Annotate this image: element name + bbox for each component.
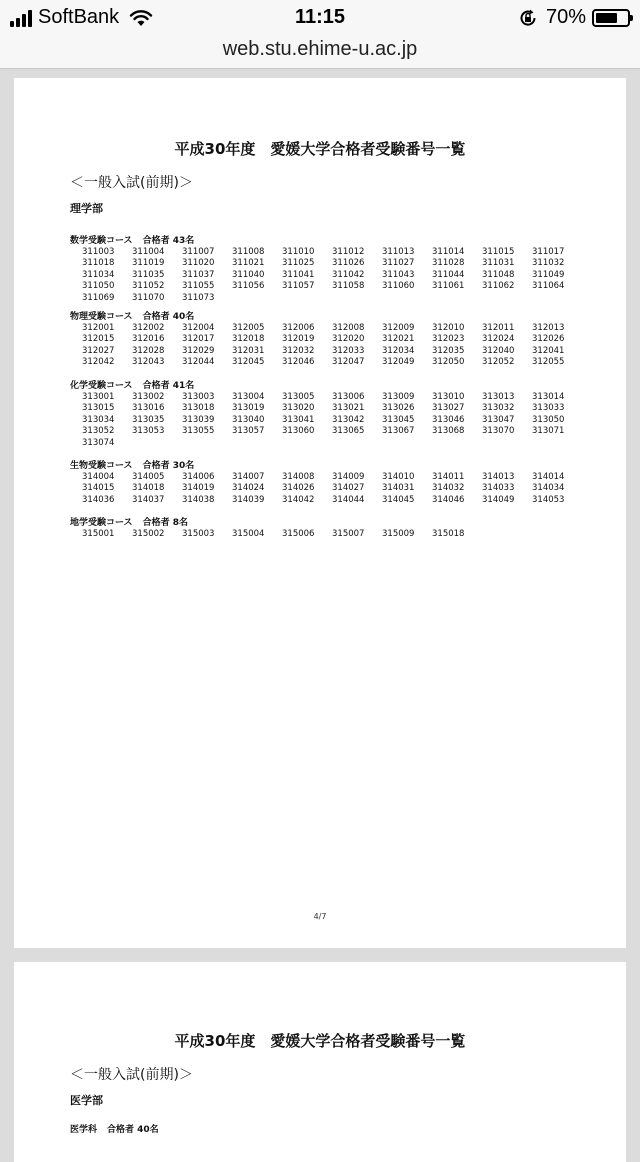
exam-number: 312031 <box>232 345 265 356</box>
exam-number: 313020 <box>282 403 315 414</box>
exam-number: 313027 <box>432 403 465 414</box>
exam-number: 312013 <box>532 323 565 333</box>
exam-number: 313014 <box>532 392 565 402</box>
exam-number: 311021 <box>232 258 265 269</box>
exam-number: 313035 <box>132 414 165 425</box>
course-header <box>70 380 582 392</box>
number-grid <box>82 247 582 304</box>
exam-number: 312035 <box>432 345 465 356</box>
document-title: 平成30年度 愛媛大学合格者受験番号一覧 <box>174 1032 466 1050</box>
course-count: 合格者 43名 <box>142 236 195 246</box>
exam-number: 311044 <box>432 269 465 280</box>
exam-number: 313057 <box>232 426 265 437</box>
exam-number: 312009 <box>382 323 415 333</box>
exam-number: 314007 <box>232 472 265 482</box>
exam-number: 313040 <box>232 414 265 425</box>
exam-number: 312042 <box>82 357 115 368</box>
course-name: 生物受験コース <box>70 461 133 471</box>
exam-number: 311043 <box>382 269 415 280</box>
exam-number: 313055 <box>182 426 215 437</box>
exam-number: 311018 <box>82 258 115 269</box>
exam-number: 314038 <box>182 494 215 505</box>
exam-number: 312005 <box>232 323 265 333</box>
exam-number: 315003 <box>182 529 215 539</box>
exam-number: 311040 <box>232 269 265 280</box>
exam-number: 312055 <box>532 357 565 368</box>
exam-number: 311028 <box>432 258 465 269</box>
course-header <box>70 460 582 472</box>
status-bar <box>0 0 640 36</box>
exam-number: 311056 <box>232 281 265 292</box>
exam-number: 313067 <box>382 426 415 437</box>
exam-number: 312045 <box>232 357 265 368</box>
exam-number: 313006 <box>332 392 365 402</box>
exam-number: 314005 <box>132 472 165 482</box>
exam-number: 314019 <box>182 483 215 494</box>
course-count: 合格者 41名 <box>142 381 195 391</box>
course-section-medicine <box>70 1124 159 1136</box>
exam-number: 311017 <box>532 247 565 257</box>
exam-number: 314010 <box>382 472 415 482</box>
exam-type-heading: ＜一般入試(前期)＞ <box>70 175 193 191</box>
exam-number: 315001 <box>82 529 115 539</box>
course-header <box>70 311 582 323</box>
exam-number: 311055 <box>182 281 215 292</box>
course-section-math <box>70 235 582 304</box>
exam-number: 312001 <box>82 323 115 333</box>
exam-number: 314045 <box>382 494 415 505</box>
exam-number: 315006 <box>282 529 315 539</box>
exam-number: 313001 <box>82 392 115 402</box>
exam-number: 311004 <box>132 247 165 257</box>
exam-number: 313013 <box>482 392 515 402</box>
exam-number: 311037 <box>182 269 215 280</box>
exam-number: 311026 <box>332 258 365 269</box>
exam-number: 312043 <box>132 357 165 368</box>
battery-percent: 70% <box>545 6 586 28</box>
course-name: 物理受験コース <box>70 312 133 322</box>
pdf-page-4 <box>14 78 626 948</box>
exam-number: 315018 <box>432 529 465 539</box>
exam-number: 312044 <box>182 357 215 368</box>
exam-number: 314053 <box>532 494 565 505</box>
page-number: 4/7 <box>313 912 327 921</box>
exam-number: 311034 <box>82 269 115 280</box>
exam-number: 314009 <box>332 472 365 482</box>
exam-number: 313003 <box>182 392 215 402</box>
exam-number: 314018 <box>132 483 165 494</box>
exam-number: 313033 <box>532 403 565 414</box>
exam-number: 313070 <box>482 426 515 437</box>
exam-number: 313002 <box>132 392 165 402</box>
exam-number: 314033 <box>482 483 515 494</box>
pdf-page-5 <box>14 962 626 1162</box>
exam-number: 312029 <box>182 345 215 356</box>
exam-number: 314026 <box>282 483 315 494</box>
exam-number: 314024 <box>232 483 265 494</box>
exam-number: 311015 <box>482 247 515 257</box>
exam-number: 312024 <box>482 334 515 345</box>
number-grid <box>82 323 582 369</box>
exam-number: 311052 <box>132 281 165 292</box>
exam-number: 314036 <box>82 494 115 505</box>
exam-number: 314031 <box>382 483 415 494</box>
exam-number: 312046 <box>282 357 315 368</box>
exam-number: 315002 <box>132 529 165 539</box>
exam-number: 312010 <box>432 323 465 333</box>
status-right <box>518 6 630 29</box>
exam-number: 312018 <box>232 334 265 345</box>
exam-number: 311003 <box>82 247 115 257</box>
exam-number: 315009 <box>382 529 415 539</box>
exam-number: 314032 <box>432 483 465 494</box>
document-title: 平成30年度 愛媛大学合格者受験番号一覧 <box>174 140 466 158</box>
exam-number: 312021 <box>382 334 415 345</box>
exam-number: 311027 <box>382 258 415 269</box>
course-count: 合格者 8名 <box>142 518 188 528</box>
number-grid <box>82 529 582 540</box>
exam-number: 311069 <box>82 292 115 303</box>
exam-number: 313039 <box>182 414 215 425</box>
exam-number: 311025 <box>282 258 315 269</box>
exam-number: 312015 <box>82 334 115 345</box>
course-name: 地学受験コース <box>70 518 133 528</box>
exam-number: 313053 <box>132 426 165 437</box>
exam-number: 312028 <box>132 345 165 356</box>
exam-number: 312041 <box>532 345 565 356</box>
exam-number: 314046 <box>432 494 465 505</box>
exam-number: 311049 <box>532 269 565 280</box>
exam-number: 313045 <box>382 414 415 425</box>
rotation-lock-icon <box>518 8 538 28</box>
exam-number: 313041 <box>282 414 315 425</box>
exam-number: 312006 <box>282 323 315 333</box>
course-section-earth-science <box>70 517 582 540</box>
course-header <box>70 1124 159 1136</box>
exam-number: 313004 <box>232 392 265 402</box>
exam-number: 314039 <box>232 494 265 505</box>
exam-number: 314014 <box>532 472 565 482</box>
exam-number: 311031 <box>482 258 515 269</box>
url-text[interactable]: web.stu.ehime-u.ac.jp <box>222 38 418 60</box>
exam-number: 311008 <box>232 247 265 257</box>
exam-number: 315004 <box>232 529 265 539</box>
exam-number: 314006 <box>182 472 215 482</box>
exam-number: 311010 <box>282 247 315 257</box>
exam-number: 311062 <box>482 281 515 292</box>
course-name: 医学科 <box>70 1125 98 1135</box>
exam-number: 313074 <box>82 437 115 448</box>
exam-number: 314044 <box>332 494 365 505</box>
exam-number: 311012 <box>332 247 365 257</box>
course-name: 数学受験コース <box>70 236 133 246</box>
exam-number: 313052 <box>82 426 115 437</box>
exam-number: 312027 <box>82 345 115 356</box>
battery-icon <box>592 9 630 27</box>
exam-number: 312047 <box>332 357 365 368</box>
exam-number: 313065 <box>332 426 365 437</box>
exam-number: 312017 <box>182 334 215 345</box>
exam-number: 312002 <box>132 323 165 333</box>
course-count: 合格者 40名 <box>107 1125 159 1135</box>
exam-number: 314034 <box>532 483 565 494</box>
exam-number: 313050 <box>532 414 565 425</box>
exam-number: 312033 <box>332 345 365 356</box>
exam-number: 311035 <box>132 269 165 280</box>
exam-number: 311060 <box>382 281 415 292</box>
exam-number: 314027 <box>332 483 365 494</box>
exam-number: 311057 <box>282 281 315 292</box>
exam-number: 313010 <box>432 392 465 402</box>
exam-number: 313068 <box>432 426 465 437</box>
status-time: 11:15 <box>294 6 346 28</box>
exam-number: 312040 <box>482 345 515 356</box>
exam-number: 312019 <box>282 334 315 345</box>
exam-number: 313032 <box>482 403 515 414</box>
exam-number: 311073 <box>182 292 215 303</box>
exam-number: 312016 <box>132 334 165 345</box>
faculty-heading: 医学部 <box>70 1094 103 1107</box>
course-name: 化学受験コース <box>70 381 133 391</box>
carrier-name: SoftBank <box>38 6 120 28</box>
exam-number: 313042 <box>332 414 365 425</box>
exam-number: 313009 <box>382 392 415 402</box>
exam-number: 312032 <box>282 345 315 356</box>
exam-number: 313047 <box>482 414 515 425</box>
course-count: 合格者 40名 <box>142 312 195 322</box>
number-grid <box>82 472 582 506</box>
exam-number: 311032 <box>532 258 565 269</box>
exam-number: 311070 <box>132 292 165 303</box>
exam-number: 313021 <box>332 403 365 414</box>
exam-number: 311064 <box>532 281 565 292</box>
exam-number: 314037 <box>132 494 165 505</box>
exam-number: 312034 <box>382 345 415 356</box>
exam-number: 314049 <box>482 494 515 505</box>
exam-number: 311007 <box>182 247 215 257</box>
course-count: 合格者 30名 <box>142 461 195 471</box>
exam-number: 314013 <box>482 472 515 482</box>
exam-number: 312023 <box>432 334 465 345</box>
course-section-biology <box>70 460 582 506</box>
faculty-heading: 理学部 <box>70 202 103 215</box>
exam-number: 312011 <box>482 323 515 333</box>
exam-number: 312052 <box>482 357 515 368</box>
exam-number: 314004 <box>82 472 115 482</box>
exam-number: 312020 <box>332 334 365 345</box>
exam-number: 314008 <box>282 472 315 482</box>
exam-number: 312004 <box>182 323 215 333</box>
exam-number: 313034 <box>82 414 115 425</box>
exam-number: 311061 <box>432 281 465 292</box>
exam-number: 312050 <box>432 357 465 368</box>
exam-number: 311019 <box>132 258 165 269</box>
exam-number: 313071 <box>532 426 565 437</box>
exam-number: 313018 <box>182 403 215 414</box>
exam-number: 313026 <box>382 403 415 414</box>
exam-number: 311013 <box>382 247 415 257</box>
exam-number: 311050 <box>82 281 115 292</box>
exam-number: 314015 <box>82 483 115 494</box>
exam-number: 312026 <box>532 334 565 345</box>
exam-number: 312008 <box>332 323 365 333</box>
exam-number: 315007 <box>332 529 365 539</box>
exam-number: 313060 <box>282 426 315 437</box>
exam-number: 311014 <box>432 247 465 257</box>
exam-number: 311041 <box>282 269 315 280</box>
exam-number: 313046 <box>432 414 465 425</box>
exam-number: 311042 <box>332 269 365 280</box>
exam-number: 312049 <box>382 357 415 368</box>
exam-number: 313019 <box>232 403 265 414</box>
url-bar[interactable] <box>0 36 640 69</box>
exam-number: 313015 <box>82 403 115 414</box>
exam-type-heading: ＜一般入試(前期)＞ <box>70 1067 193 1083</box>
exam-number: 311020 <box>182 258 215 269</box>
number-grid <box>82 392 582 449</box>
exam-number: 313005 <box>282 392 315 402</box>
exam-number: 311058 <box>332 281 365 292</box>
exam-number: 314042 <box>282 494 315 505</box>
course-header <box>70 517 582 529</box>
exam-number: 313016 <box>132 403 165 414</box>
battery-fill <box>596 13 617 23</box>
course-header <box>70 235 582 247</box>
exam-number: 314011 <box>432 472 465 482</box>
course-section-physics <box>70 311 582 369</box>
exam-number: 311048 <box>482 269 515 280</box>
course-section-chemistry <box>70 380 582 449</box>
